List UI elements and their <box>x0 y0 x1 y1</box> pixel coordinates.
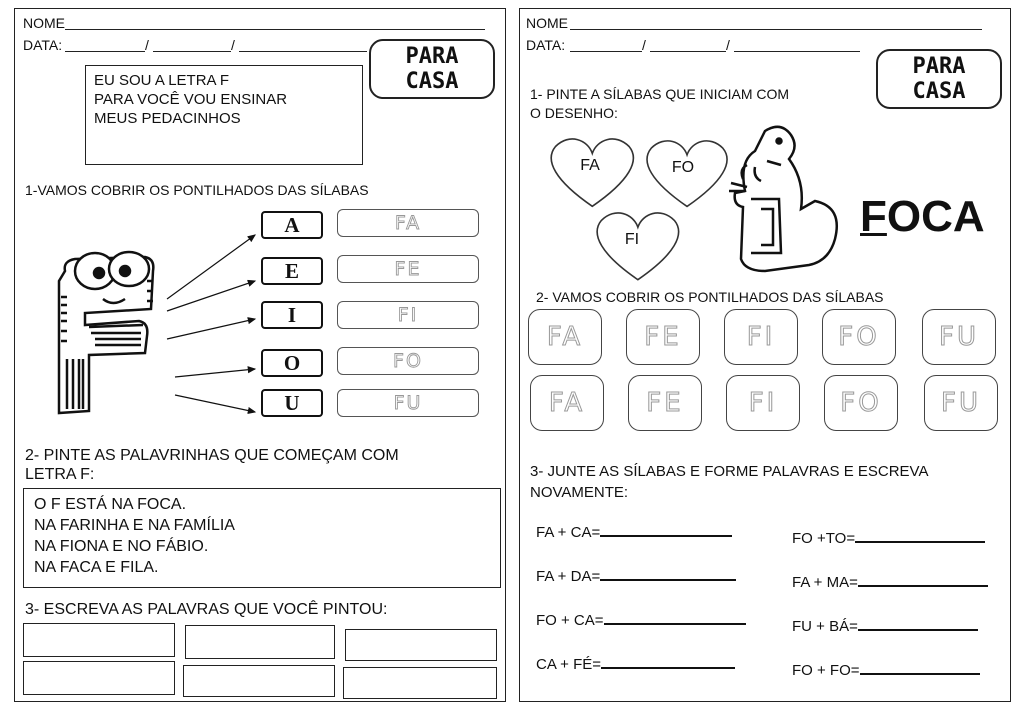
seal-illustration <box>725 121 850 286</box>
date-separator: / <box>145 37 149 53</box>
letter-f-character-illustration <box>55 241 165 416</box>
answer-box[interactable] <box>185 625 335 659</box>
date-separator: / <box>642 37 646 53</box>
intro-line: PARA VOCÊ VOU ENSINAR <box>94 91 288 108</box>
left-worksheet <box>14 8 506 702</box>
dotted-tile-fe[interactable]: FE <box>626 309 700 365</box>
dotted-tile-fo[interactable]: FO <box>822 309 896 365</box>
casa-text: CASA <box>912 79 966 104</box>
date-separator: / <box>231 37 235 53</box>
sum-row[interactable]: FO +TO= <box>792 527 985 547</box>
date-month-line[interactable] <box>153 51 231 52</box>
arrows-to-vowels <box>155 217 263 422</box>
para-casa-badge <box>369 39 495 99</box>
heart-syllable-fo[interactable]: FO <box>671 159 695 176</box>
sentence[interactable]: NA FARINHA E NA FAMÍLIA <box>34 517 235 534</box>
date-year-line[interactable] <box>239 51 367 52</box>
answer-box[interactable] <box>23 623 175 657</box>
sum-row[interactable]: CA + FÉ= <box>536 653 735 673</box>
sentence[interactable]: NA FACA E FILA. <box>34 559 159 576</box>
sum-row[interactable]: FA + DA= <box>536 565 736 585</box>
heart-syllable-fa[interactable]: FA <box>580 157 600 174</box>
para-text: PARA <box>405 44 459 69</box>
answer-box[interactable] <box>345 629 497 661</box>
date-day-line[interactable] <box>570 51 642 52</box>
question-3-title: 3- JUNTE AS SÍLABAS E FORME PALAVRAS E ESCREVA NOVAMENTE: <box>530 463 929 501</box>
date-label: DATA: <box>23 37 63 53</box>
vowel-box-e: E <box>261 257 323 285</box>
dotted-tile-fu[interactable]: FU <box>924 375 998 431</box>
date-separator: / <box>726 37 730 53</box>
vowel-box-o: O <box>261 349 323 377</box>
dotted-tile-fa[interactable]: FA <box>530 375 604 431</box>
question-2-title: 2- VAMOS COBRIR OS PONTILHADOS DAS SÍLABAS <box>536 289 884 305</box>
sum-row[interactable]: FO + CA= <box>536 609 746 629</box>
vowel-box-i: I <box>261 301 323 329</box>
answer-box[interactable] <box>183 665 335 697</box>
hearts-group <box>542 129 752 289</box>
right-worksheet <box>519 8 1011 702</box>
question-2-title: 2- PINTE AS PALAVRINHAS QUE COMEÇAM COM LETRA F: <box>25 447 399 483</box>
dotted-syllable-fe[interactable]: FE <box>337 255 479 283</box>
question-1-title: 1- PINTE A SÍLABAS QUE INICIAM COM O DESENHO: <box>530 86 790 121</box>
dotted-syllable-fo[interactable]: FO <box>337 347 479 375</box>
dotted-tile-fa[interactable]: FA <box>528 309 602 365</box>
intro-line: EU SOU A LETRA F <box>94 72 230 89</box>
foca-first-letter: F <box>860 192 887 241</box>
name-line[interactable] <box>570 29 982 30</box>
foca-word <box>860 192 985 242</box>
dotted-tile-fe[interactable]: FE <box>628 375 702 431</box>
intro-line: MEUS PEDACINHOS <box>94 110 241 127</box>
sentences-box[interactable] <box>23 488 501 588</box>
para-casa-badge <box>876 49 1002 109</box>
answer-box[interactable] <box>343 667 497 699</box>
foca-rest: OCA <box>886 192 985 241</box>
date-month-line[interactable] <box>650 51 726 52</box>
sum-row[interactable]: FA + MA= <box>792 571 988 591</box>
sum-row[interactable]: FO + FO= <box>792 659 980 679</box>
dotted-tile-fi[interactable]: FI <box>726 375 800 431</box>
dotted-tile-fi[interactable]: FI <box>724 309 798 365</box>
para-text: PARA <box>912 54 966 79</box>
question-1-title: 1-VAMOS COBRIR OS PONTILHADOS DAS SÍLABAS <box>25 182 369 198</box>
heart-syllable-fi[interactable]: FI <box>624 231 640 248</box>
dotted-tile-fu[interactable]: FU <box>922 309 996 365</box>
sum-row[interactable]: FA + CA= <box>536 521 732 541</box>
date-year-line[interactable] <box>734 51 860 52</box>
name-label: NOME <box>526 15 568 31</box>
dotted-tile-fo[interactable]: FO <box>824 375 898 431</box>
dotted-syllable-fi[interactable]: FI <box>337 301 479 329</box>
vowel-box-a: A <box>261 211 323 239</box>
dotted-syllable-fu[interactable]: FU <box>337 389 479 417</box>
date-day-line[interactable] <box>65 51 145 52</box>
sentence[interactable]: NA FIONA E NO FÁBIO. <box>34 538 209 555</box>
question-3-title: 3- ESCREVA AS PALAVRAS QUE VOCÊ PINTOU: <box>25 601 388 618</box>
name-line[interactable] <box>65 29 485 30</box>
sum-row[interactable]: FU + BÁ= <box>792 615 978 635</box>
dotted-syllable-fa[interactable]: FA <box>337 209 479 237</box>
answer-box[interactable] <box>23 661 175 695</box>
casa-text: CASA <box>405 69 459 94</box>
vowel-box-u: U <box>261 389 323 417</box>
date-label: DATA: <box>526 37 566 53</box>
name-label: NOME <box>23 15 65 31</box>
intro-box <box>85 65 363 165</box>
sentence[interactable]: O F ESTÁ NA FOCA. <box>34 496 187 513</box>
